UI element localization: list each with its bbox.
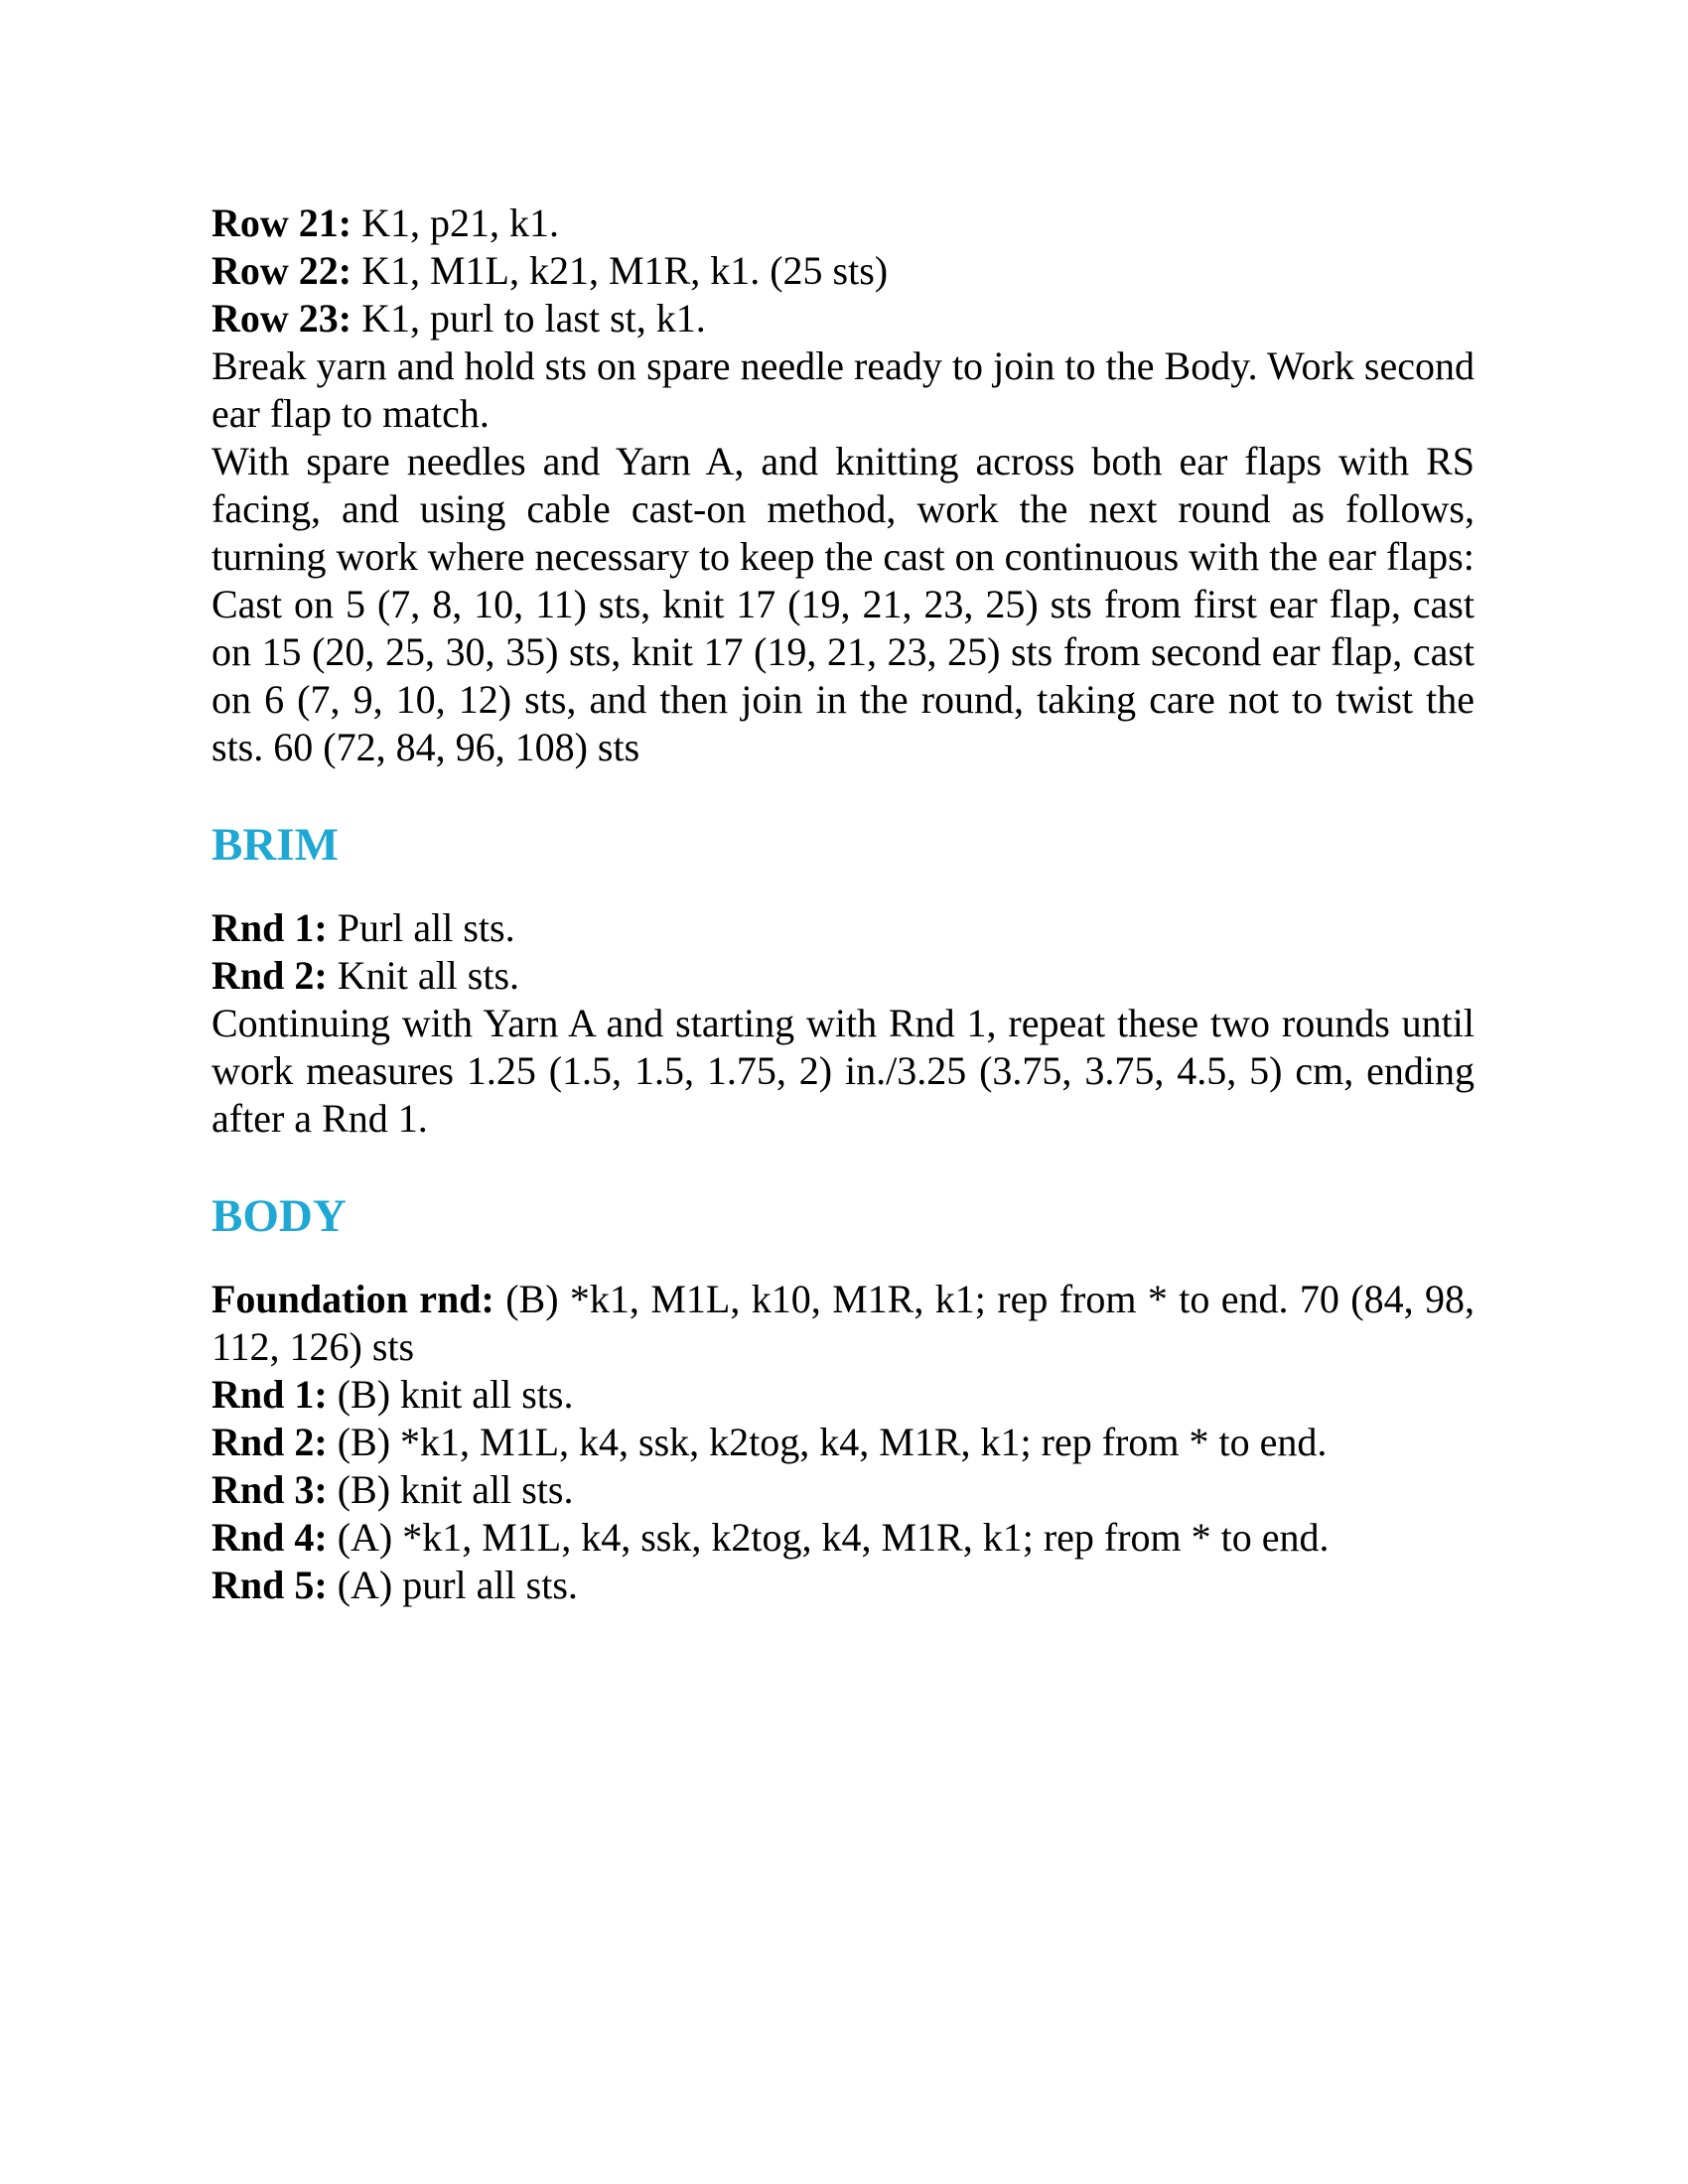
pattern-row [211,247,1475,295]
round-label: Foundation rnd: [211,1277,494,1321]
pattern-row [211,200,1475,247]
row-label: Row 22: [211,248,352,293]
round-instruction: Purl all sts. [337,905,515,950]
round-label: Rnd 3: [211,1467,328,1512]
pattern-row [211,295,1475,342]
pattern-round [211,1276,1475,1371]
round-instruction: (B) *k1, M1L, k10, M1R, k1; rep from * to end. 70 (84, 98, 112, 126) sts [211,1277,1476,1369]
row-instruction: K1, M1L, k21, M1R, k1. (25 sts) [361,248,889,293]
instruction-paragraph: Cast on 5 (7, 8, 10, 11) sts, knit 17 (19, 21, 23, 25) sts from first ear flap, cast on 15 (20, 25, 30, 35) sts, knit 17 (19, 21, 23, 25) sts from second ear flap, cast on 6 (7, 9, 10, 12) sts, and then join in the round, taking care not to twist the sts. 60 (72, 84, 96, 108) sts [211,582,1475,769]
row-label: Row 21: [211,201,352,245]
pattern-round [211,1466,1475,1514]
pattern-round [211,1371,1475,1419]
round-label: Rnd 4: [211,1515,328,1560]
round-label: Rnd 5: [211,1563,328,1607]
round-label: Rnd 2: [211,953,328,998]
pattern-round [211,1514,1475,1562]
instruction-paragraph: With spare needles and Yarn A, and knitting across both ear flaps with RS facing, and using cable cast-on method, work the next round as follows, turning work where necessary to keep the cast on continuous with the ear flaps: [211,439,1475,579]
pattern-round [211,952,1475,1000]
pattern-round [211,1419,1475,1466]
pattern-page [211,200,1475,1609]
brim-section-heading: BRIM [211,819,339,871]
round-instruction: (B) knit all sts. [337,1467,574,1512]
instruction-paragraph: Continuing with Yarn A and starting with Rnd 1, repeat these two rounds until work measures 1.25 (1.5, 1.5, 1.75, 2) in./3.25 (3.75, 3.75, 4.5, 5) cm, ending after a Rnd 1. [211,1001,1475,1141]
round-instruction: (A) *k1, M1L, k4, ssk, k2tog, k4, M1R, k1; rep from * to end. [337,1515,1330,1560]
round-instruction: (A) purl all sts. [337,1563,578,1607]
round-instruction: (B) knit all sts. [337,1372,574,1417]
round-label: Rnd 1: [211,905,328,950]
pattern-round [211,904,1475,952]
round-label: Rnd 2: [211,1420,328,1464]
row-instruction: K1, purl to last st, k1. [361,296,706,341]
instruction-paragraph: Break yarn and hold sts on spare needle ready to join to the Body. Work second ear flap to match. [211,343,1475,436]
pattern-round [211,1562,1475,1609]
round-instruction: (B) *k1, M1L, k4, ssk, k2tog, k4, M1R, k1; rep from * to end. [337,1420,1328,1464]
row-label: Row 23: [211,296,352,341]
round-label: Rnd 1: [211,1372,328,1417]
round-instruction: Knit all sts. [337,953,520,998]
body-section-heading: BODY [211,1190,347,1242]
row-instruction: K1, p21, k1. [361,201,559,245]
